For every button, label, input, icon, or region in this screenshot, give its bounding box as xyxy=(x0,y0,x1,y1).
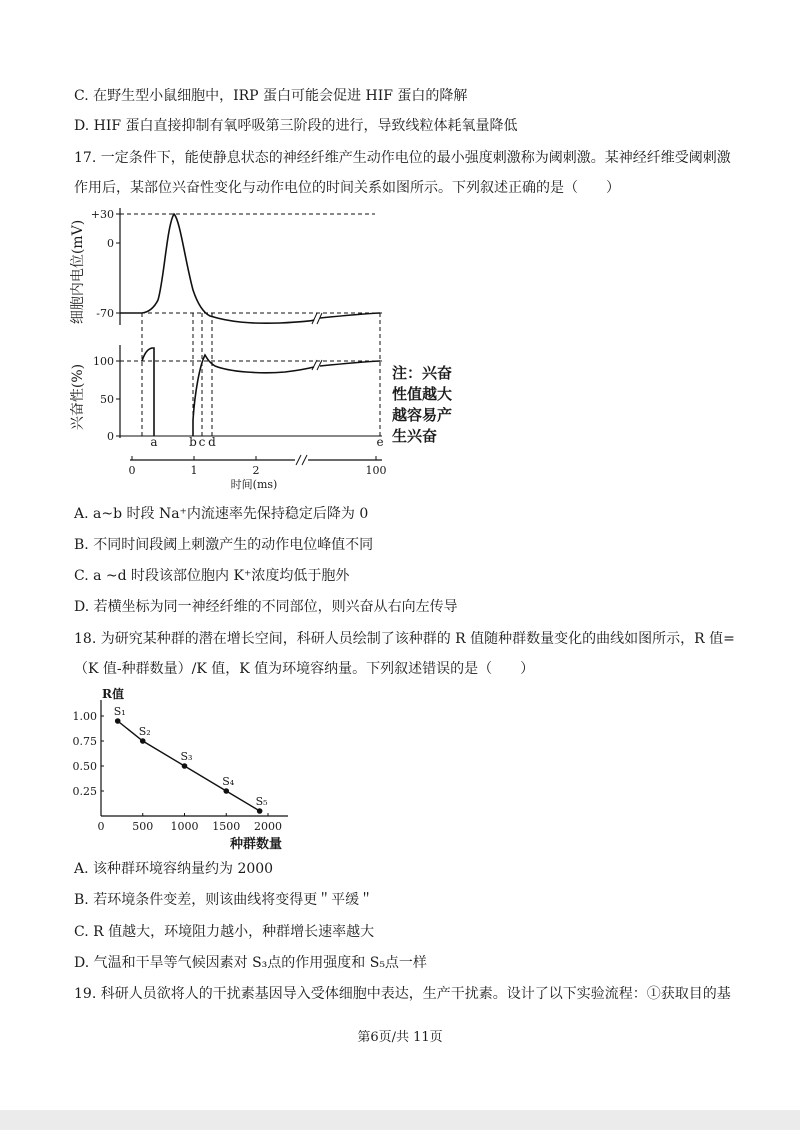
top-tick-30: +30 xyxy=(90,208,114,221)
page-bottom-edge xyxy=(0,1110,800,1130)
option-a-q17: A. a~b 时段 Na⁺内流速率先保持稳定后降为 0 xyxy=(74,506,369,522)
data-point-s5 xyxy=(257,808,263,814)
chart-x-tick-label: 500 xyxy=(132,820,154,833)
chart-y-tick-label: 0.50 xyxy=(72,760,97,773)
marker-d: d xyxy=(208,435,216,449)
chart-y-tick-label: 1.00 xyxy=(72,710,97,723)
time-tick-1: 1 xyxy=(190,464,198,477)
marker-b: b xyxy=(189,435,197,449)
option-b-q18: B. 若环境条件变差，则该曲线将变得更＂平缓＂ xyxy=(74,892,374,908)
note-line-1: 注：兴奋 xyxy=(392,364,453,382)
data-point-s1 xyxy=(115,718,121,724)
time-tick-2: 2 xyxy=(252,464,260,477)
marker-e: e xyxy=(376,435,384,449)
time-tick-0: 0 xyxy=(128,464,136,477)
note-line-2: 性值越大 xyxy=(392,385,453,403)
question-19-line1: 19. 科研人员欲将人的干扰素基因导入受体细胞中表达，生产干扰素。设计了以下实验流程：①获取目的基 xyxy=(74,986,731,1002)
bottom-y-axis-label: 兴奋性(%) xyxy=(70,363,86,431)
action-potential-curve xyxy=(120,214,314,323)
question-18-line1: 18. 为研究某种群的潜在增长空间，科研人员绘制了该种群的 R 值随种群数量变化的曲线如图所示，R 值= xyxy=(74,631,735,647)
top-tick-0: 0 xyxy=(107,237,114,250)
bottom-tick-0: 0 xyxy=(107,430,114,443)
chart-x-tick-label: 1500 xyxy=(212,820,241,833)
chart-x-tick-label: 1000 xyxy=(170,820,199,833)
chart-x-tick-label: 0 xyxy=(97,820,105,833)
time-tick-100: 100 xyxy=(365,464,387,477)
figure-18-r-value-chart xyxy=(68,686,298,856)
note-line-4: 生兴奋 xyxy=(392,427,438,445)
option-c-q16: C. 在野生型小鼠细胞中，IRP 蛋白可能会促进 HIF 蛋白的降解 xyxy=(74,88,468,104)
page-footer: 第6页/共 11页 xyxy=(357,1030,443,1045)
chart-x-tick-label: 2000 xyxy=(254,820,282,833)
chart-x-axis-label: 种群数量 xyxy=(229,837,282,852)
time-axis-label: 时间(ms) xyxy=(230,478,278,491)
question-17-line2: 作用后，某部位兴奋性变化与动作电位的时间关系如图所示。下列叙述正确的是（ ） xyxy=(74,180,620,196)
data-point-label-s5: S₅ xyxy=(255,795,268,808)
bottom-tick-50: 50 xyxy=(100,393,114,406)
data-point-label-s1: S₁ xyxy=(113,705,126,718)
option-d-q18: D. 气温和干旱等气候因素对 S₃点的作用强度和 S₅点一样 xyxy=(74,955,427,971)
question-18-line2: （K 值-种群数量）/K 值，K 值为环境容纳量。下列叙述错误的是（ ） xyxy=(74,661,535,677)
figure-17-action-potential xyxy=(70,200,470,495)
chart-y-tick-label: 0.75 xyxy=(72,735,97,748)
option-d-q16: D. HIF 蛋白直接抑制有氧呼吸第三阶段的进行，导致线粒体耗氧量降低 xyxy=(74,118,518,134)
data-point-label-s4: S₄ xyxy=(222,775,235,788)
data-point-s2 xyxy=(140,738,146,744)
option-c-q18: C. R 值越大，环境阻力越小，种群增长速率越大 xyxy=(74,924,375,940)
top-y-axis-label: 细胞内电位(mV) xyxy=(70,219,86,325)
marker-c: c xyxy=(198,435,206,449)
chart-y-axis-label: R值 xyxy=(102,687,124,701)
bottom-tick-100: 100 xyxy=(93,355,114,368)
data-point-s4 xyxy=(223,788,229,794)
marker-a: a xyxy=(150,435,158,449)
option-d-q17: D. 若横坐标为同一神经纤维的不同部位，则兴奋从右向左传导 xyxy=(74,599,458,615)
option-a-q18: A. 该种群环境容纳量约为 2000 xyxy=(74,861,274,877)
option-b-q17: B. 不同时间段阈上刺激产生的动作电位峰值不同 xyxy=(74,537,374,553)
data-point-label-s3: S₃ xyxy=(180,750,193,763)
data-point-label-s2: S₂ xyxy=(138,725,151,738)
top-tick-neg70: -70 xyxy=(96,307,114,320)
option-c-q17: C. a ~d 时段该部位胞内 K⁺浓度均低于胞外 xyxy=(74,568,350,584)
chart-y-tick-label: 0.25 xyxy=(72,785,97,798)
data-point-s3 xyxy=(182,763,188,769)
question-17-line1: 17. 一定条件下，能使静息状态的神经纤维产生动作电位的最小强度刺激称为阈刺激。某神经纤维受阈刺激 xyxy=(74,150,731,166)
note-line-3: 越容易产 xyxy=(392,406,453,424)
